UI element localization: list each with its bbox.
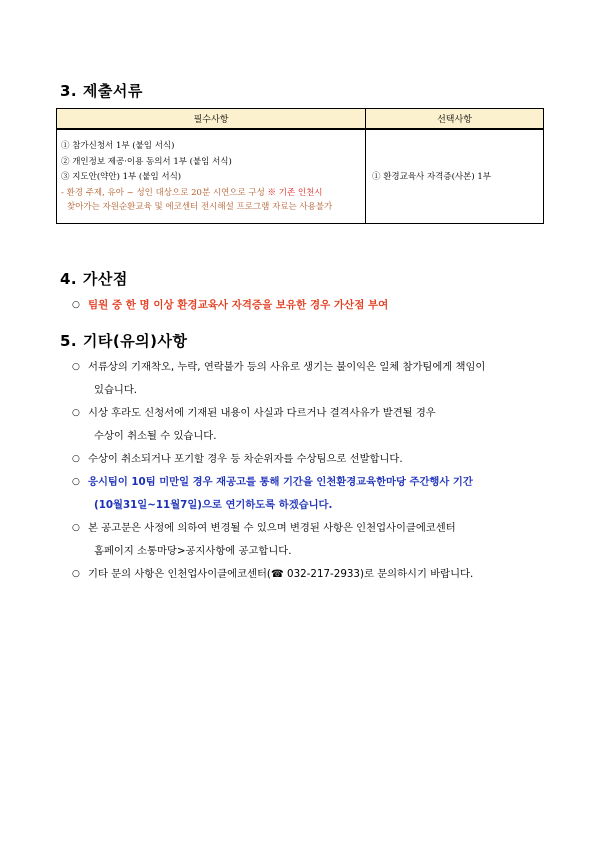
bullet-icon: ○ bbox=[72, 408, 80, 418]
section-title-documents: 3. 제출서류 bbox=[60, 82, 143, 100]
note-warning: ※ 기존 인천시 bbox=[264, 187, 323, 198]
bullet-icon: ○ bbox=[72, 362, 80, 372]
section-title-bonus: 4. 가산점 bbox=[60, 270, 128, 288]
optional-cell bbox=[366, 129, 544, 223]
list-item-continuation: (10월31일~11월7일)으로 연기하도록 하겠습니다. bbox=[94, 499, 333, 511]
list-item-continuation: 홈페이지 소통마당>공지사항에 공고합니다. bbox=[94, 545, 292, 557]
list-item-text: 본 공고문은 사정에 의하여 변경될 수 있으며 변경된 사항은 인천업사이클에코센터 bbox=[88, 522, 456, 534]
list-item bbox=[72, 402, 547, 448]
optional-item: ① 환경교육사 자격증(사본) 1부 bbox=[372, 172, 491, 183]
list-item bbox=[72, 563, 547, 586]
list-item-text: 기타 문의 사항은 인천업사이클에코센터(☎ 032-217-2933)로 문의하시기 바랍니다. bbox=[88, 568, 474, 580]
bonus-item bbox=[72, 294, 388, 317]
list-item-text: 수상이 취소되거나 포기할 경우 등 차순위자를 수상팀으로 선발합니다. bbox=[88, 453, 403, 465]
bullet-icon: ○ bbox=[72, 523, 80, 533]
list-item-highlighted bbox=[72, 471, 547, 517]
list-item bbox=[72, 448, 547, 471]
list-item-text: 시상 후라도 신청서에 기재된 내용이 사실과 다르거나 결격사유가 발견될 경우 bbox=[88, 407, 436, 419]
required-item: ① 참가신청서 1부 (붙임 서식) bbox=[61, 141, 175, 151]
header-required: 필수사항 bbox=[57, 109, 366, 130]
table-row bbox=[57, 129, 544, 223]
required-cell bbox=[57, 129, 366, 223]
bullet-icon: ○ bbox=[72, 300, 80, 310]
list-item bbox=[72, 356, 547, 402]
bonus-text: 팀원 중 한 명 이상 환경교육사 자격증을 보유한 경우 가산점 부여 bbox=[88, 299, 389, 311]
note-main: - 환경 주제, 유아 ~ 성인 대상으로 20분 시연으로 구성 bbox=[61, 187, 265, 198]
bullet-icon: ○ bbox=[72, 569, 80, 579]
section-title-notes: 5. 기타(유의)사항 bbox=[60, 332, 188, 350]
bullet-icon: ○ bbox=[72, 477, 80, 487]
list-item-text: 응시팀이 10팀 미만일 경우 재공고를 통해 기간을 인천환경교육한마당 주간행사 기간 bbox=[88, 476, 473, 488]
header-optional: 선택사항 bbox=[366, 109, 544, 130]
list-item-continuation: 있습니다. bbox=[94, 384, 138, 396]
list-item bbox=[72, 517, 547, 563]
bullet-icon: ○ bbox=[72, 454, 80, 464]
required-item: ② 개인정보 제공·이용 동의서 1부 (붙임 서식) bbox=[61, 156, 232, 167]
table-header-row bbox=[57, 109, 544, 130]
note-continuation: 찾아가는 자원순환교육 및 에코센터 전시해설 프로그램 자료는 사용불가 bbox=[67, 201, 333, 212]
required-item: ③ 지도안(약안) 1부 (붙임 서식) bbox=[61, 172, 182, 182]
required-note bbox=[61, 186, 361, 214]
documents-table bbox=[56, 108, 544, 224]
list-item-continuation: 수상이 취소될 수 있습니다. bbox=[94, 430, 217, 442]
list-item-text: 서류상의 기재착오, 누락, 연락불가 등의 사유로 생기는 불이익은 일체 참가팀에게 책임이 bbox=[88, 361, 486, 373]
